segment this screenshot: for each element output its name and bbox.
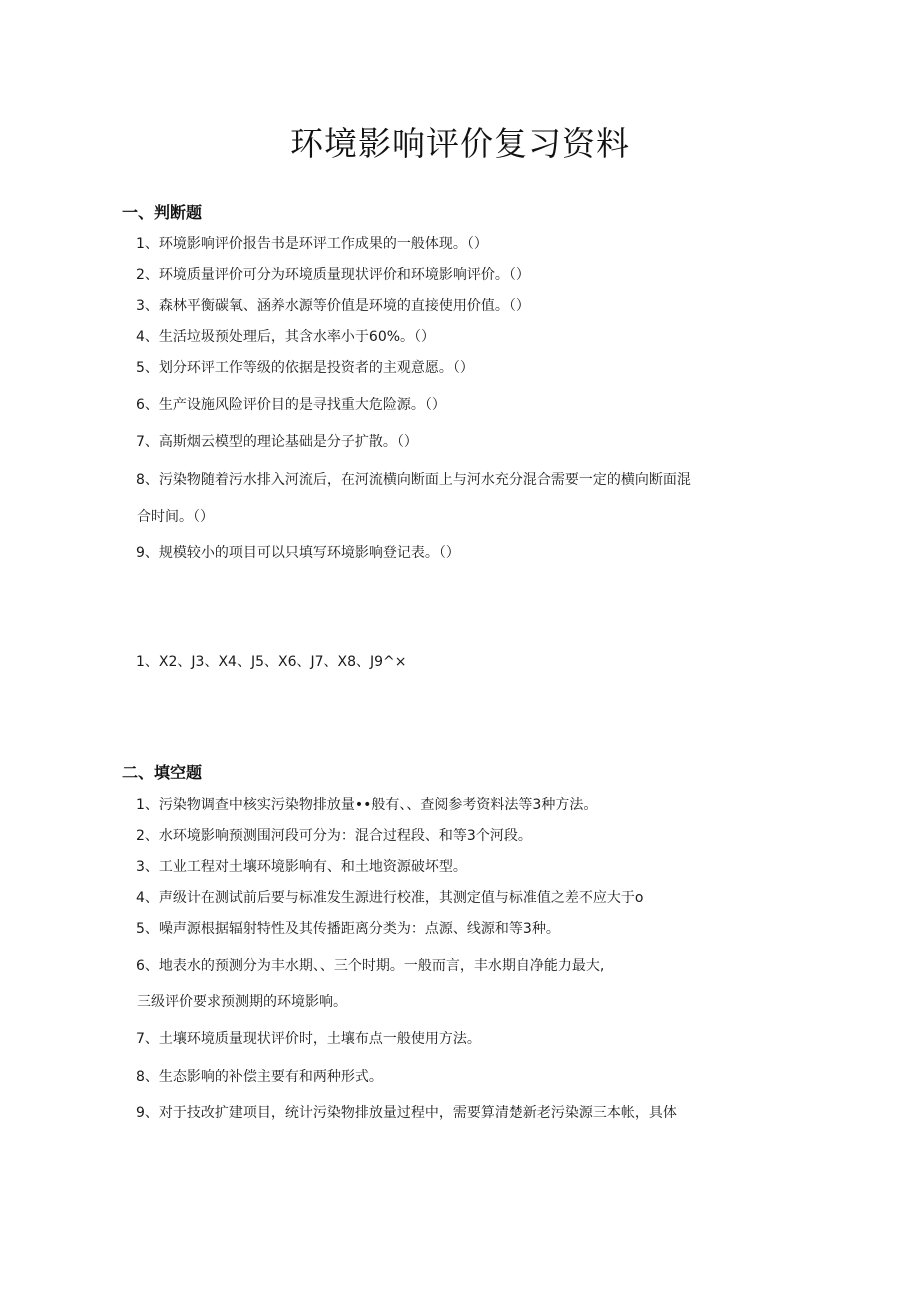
question-item: 2、水环境影响预测围河段可分为：混合过程段、和等3个河段。 xyxy=(136,828,532,844)
question-item: 7、土壤环境质量现状评价时，土壤布点一般使用方法。 xyxy=(136,1031,481,1047)
question-item: 6、生产设施风险评价目的是寻找重大危险源。（） xyxy=(136,397,446,413)
question-item-continuation: 合时间。（） xyxy=(137,509,214,525)
question-item: 5、噪声源根据辐射特性及其传播距离分类为：点源、线源和等3种。 xyxy=(136,921,560,937)
question-item-continuation: 三级评价要求预测期的环境影响。 xyxy=(137,994,347,1010)
question-item: 6、地表水的预测分为丰水期、、三个时期。一般而言，丰水期自净能力最大, xyxy=(136,958,605,974)
question-item: 3、工业工程对土壤环境影响有、和土地资源破坏型。 xyxy=(136,859,467,875)
question-item: 7、高斯烟云模型的理论基础是分子扩散。（） xyxy=(136,434,418,450)
question-item: 9、对于技改扩建项目，统计污染物排放量过程中，需要算清楚新老污染源三本帐，具体 xyxy=(136,1105,677,1121)
question-item: 9、规模较小的项目可以只填写环境影响登记表。（） xyxy=(136,545,460,561)
page-title: 环境影响评价复习资料 xyxy=(290,124,630,163)
question-item: 4、生活垃圾预处理后，其含水率小于60%。（） xyxy=(136,329,436,345)
section-heading-true-false: 一、判断题 xyxy=(122,203,203,222)
section-heading-fill-blank: 二、填空题 xyxy=(122,763,203,782)
question-item: 1、环境影响评价报告书是环评工作成果的一般体现。（） xyxy=(136,236,488,252)
answer-key: 1、X2、J3、X4、J5、X6、J7、X8、J9^× xyxy=(136,654,407,670)
question-item: 2、环境质量评价可分为环境质量现状评价和环境影响评价。（） xyxy=(136,267,530,283)
question-item: 3、森林平衡碳氧、涵养水源等价值是环境的直接使用价值。（） xyxy=(136,298,530,314)
question-item: 5、划分环评工作等级的依据是投资者的主观意愿。（） xyxy=(136,360,474,376)
question-item: 1、污染物调查中核实污染物排放量••般有、、查阅参考资料法等3种方法。 xyxy=(136,797,598,813)
question-item: 4、声级计在测试前后要与标准发生源进行校准，其测定值与标准值之差不应大于o xyxy=(136,890,644,906)
question-item: 8、污染物随着污水排入河流后，在河流横向断面上与河水充分混合需要一定的横向断面混 xyxy=(136,472,691,488)
question-item: 8、生态影响的补偿主要有和两种形式。 xyxy=(136,1069,383,1085)
